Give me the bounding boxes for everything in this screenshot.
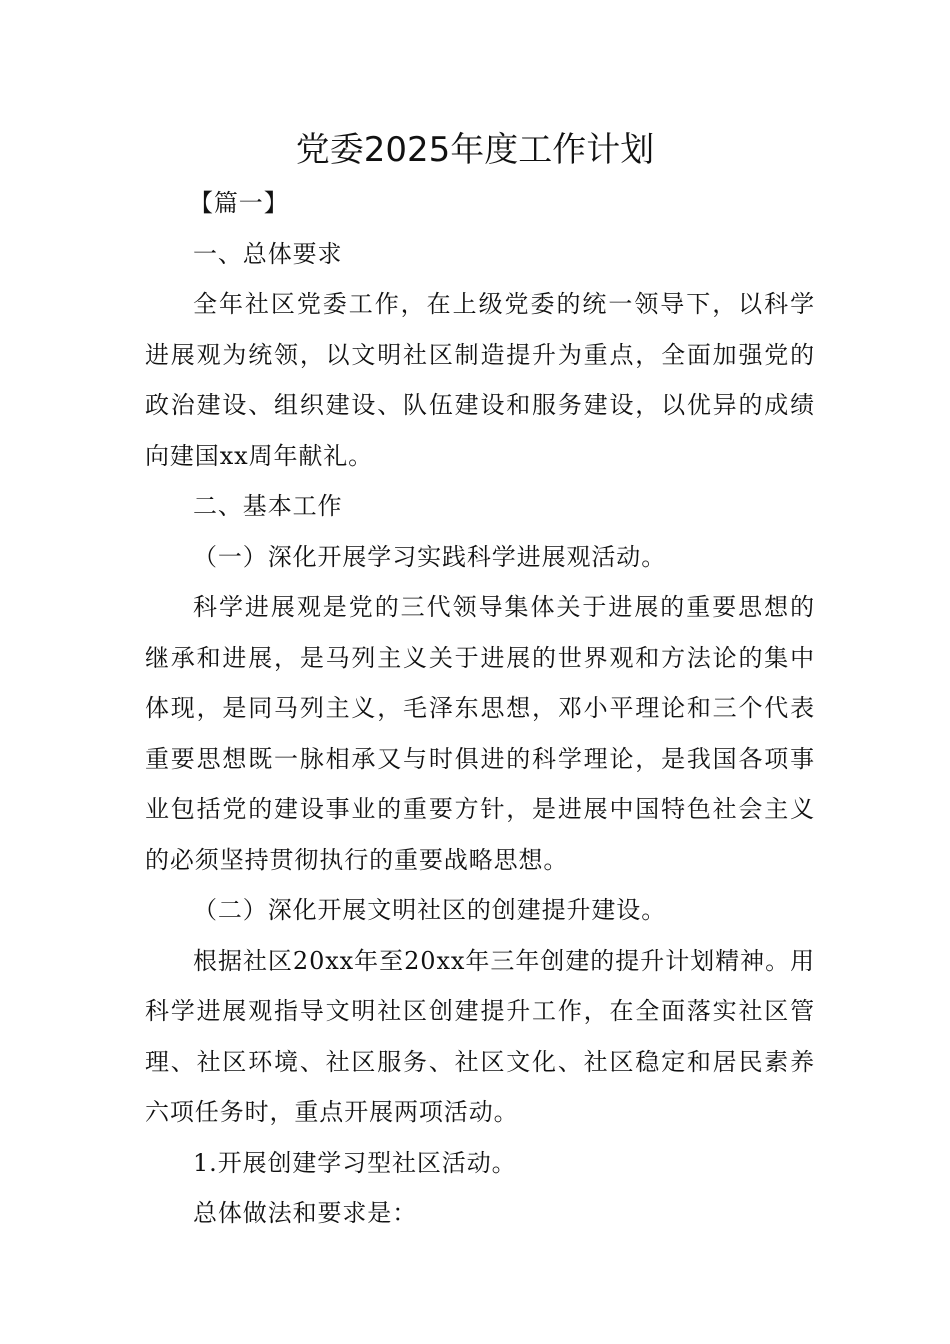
document-body [145, 178, 815, 1239]
paragraph-overall-approach: 总体做法和要求是： [193, 1199, 418, 1227]
item-learning-community: 1.开展创建学习型社区活动。 [193, 1148, 517, 1177]
section-tag: 【篇一】 [189, 189, 289, 217]
paragraph-scientific-development: 科学进展观是党的三代领导集体关于进展的重要思想的继承和进展，是马列主义关于进展的世界观和方法论的集中体现，是同马列主义，毛泽东思想，邓小平理论和三个代表重要思想既一脉相承又与时俱进的科学理论，是我国各项事业包括党的建设事业的重要方针，是进展中国特色社会主义的必须坚持贯彻执行的重要战略思想。 [145, 593, 815, 874]
paragraph-civilized-community: 根据社区20xx年至20xx年三年创建的提升计划精神。用科学进展观指导文明社区创建提升工作，在全面落实社区管理、社区环境、社区服务、社区文化、社区稳定和居民素养六项任务时，重点开展两项活动。 [145, 946, 815, 1126]
section-heading-general-requirements: 一、总体要求 [193, 239, 343, 268]
subheading-scientific-development: （一）深化开展学习实践科学进展观活动。 [193, 542, 667, 571]
paragraph-general-requirements: 全年社区党委工作，在上级党委的统一领导下，以科学进展观为统领，以文明社区制造提升为重点，全面加强党的政治建设、组织建设、队伍建设和服务建设，以优异的成绩向建国xx周年献礼。 [145, 290, 815, 470]
document-title: 党委2025年度工作计划 [295, 130, 655, 170]
section-heading-basic-work: 二、基本工作 [193, 492, 343, 520]
subheading-civilized-community: （二）深化开展文明社区的创建提升建设。 [193, 896, 667, 924]
